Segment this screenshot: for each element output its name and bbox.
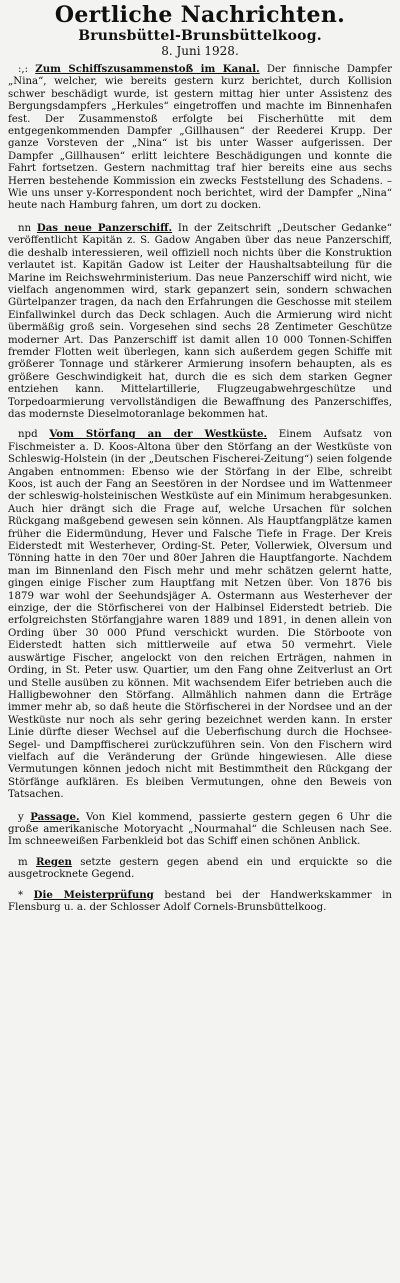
article-paragraph [8,811,392,849]
article-prefix: m [18,856,28,868]
article-body: Einem Aufsatz von Fischmeister a. D. Koos-Altona über den Störfang an der Westküste von Schleswig-Holstein (in der „Deutschen Fischerei-Zeitung“) seien folgende Angaben entnommen: Ebenso wie der Störfang in der Elbe, schreibt Koos, ist auch der Fang an Seestören in der Nordsee und im Wattenmeer der schleswig-holsteinischen Westküste auf ein Minimum herabgesunken. Auch hier drängt sich die Frage auf, welche Ursachen für solchen Rückgang maßgebend gewesen sein können. Als Hauptfangplätze kamen früher die Eidermündung, Hever und Falsche Tiefe in Frage. Der Kreis Eiderstedt mit Westerhever, Ording-St. Peter, Vollerwiek, Olversum und Tönning hatte in den 70er und 80er Jahren die Hauptfangorte. Nachdem man im Binnenland den Fisch mehr und mehr schätzen gelernt hatte, gingen einige Fischer zum Hauptfang mit Netzen über. Von 1876 bis 1879 war wohl der Seehundsjäger A. Ostermann aus Westerhever der einzige, der die Störfischerei von der Halbinsel Eiderstedt betrieb. Die erfolgreichsten Störfangjahre waren 1889 und 1891, in denen allein von Ording über 30 000 Pfund verschickt wurden. Die Störboote von Eiderstedt hatten sich mittlerweile auf etwa 50 vermehrt. Viele auswärtige Fischer, angelockt von den reichen Erträgen, nahmen in Ording, in St. Peter usw. Quartier, um den Fang ohne Zeitverlust an Ort und Stelle ausüben zu können. Mit wachsendem Eifer betrieben auch die Halligbewohner den Störfang. Allmählich nahmen dann die Erträge immer mehr ab, so daß heute die Störfischerei in der Nordsee und an der Westküste nur noch als sehr gering bezeichnet werden kann. In erster Linie dürfte dieser Wechsel auf die Ueberfischung durch die Hochsee-Segel- und Dampffischerei zurückzuführen sein. Von den Fischern wird vielfach auf die Veränderung der Gründe hingewiesen. Alle diese Vermutungen können jedoch nicht mit Bestimmtheit den Rückgang der Störfänge aufklären. Es bleiben Vermutungen, ohne den Beweis von Tatsachen. [8,429,392,801]
article-prefix: * [18,889,24,901]
article-ship-collision [8,63,392,213]
section-title: Oertliche Nachrichten. [54,2,346,28]
article-prefix: nn [18,222,32,234]
article-prefix: :,: [18,64,29,75]
article-paragraph [8,63,392,213]
article-paragraph [8,222,392,422]
article-headline: Vom Störfang an der Westküste. [49,428,268,441]
masthead [8,2,392,59]
dateline: 8. Juni 1928. [161,44,239,58]
article-paragraph [8,856,392,882]
article-stoerfang [8,428,392,801]
section-subtitle: Brunsbüttel-Brunsbüttelkoog. [78,28,322,44]
article-headline: Das neue Panzerschiff. [36,221,173,234]
article-prefix: y [18,811,24,823]
article-body: Der finnische Dampfer „Nina“, welcher, wie bereits gestern kurz berichtet, durch Kollision schwer beschädigt wurde, ist gestern mittag hier unter Assistenz des Bergungsdampfers „Herkules“ eingetroffen und machte im Binnenhafen fest. Der Zusammenstoß erfolgte bei Fischerhütte mit dem entgegenkommenden Dampfer „Gillhausen“ der Reederei Krupp. Der ganze Vorsteven der „Nina“ ist bis unter Wasser aufgerissen. Der Dampfer „Gillhausen“ erlitt leichtere Beschädigungen und konnte die Fahrt fortsetzen. Gestern nachmittag traf hier bereits eine aus sechs Herren bestehende Kommission ein zwecks Feststellung des Schadens. – Wie uns unser y-Korrespondent noch berichtet, wird der Dampfer „Nina“ heute nach Hamburg fahren, um dort zu docken. [8,64,392,212]
article-body: setzte gestern gegen abend ein und erquickte so die ausgetrocknete Gegend. [8,856,392,881]
article-body: In der Zeitschrift „Deutscher Gedanke“ veröffentlicht Kapitän z. S. Gadow Angaben über das neue Panzerschiff, die deshalb interessieren, weil offiziell noch nichts über die Konstruktion verlautet ist. Kapitän Gadow ist Leiter der Haushaltsabteilung für die Marine im Reichswehrministerium. Das neue Panzerschiff wird nicht, wie vielfach angenommen wird, stark gepanzert sein, sondern schwachen Gürtelpanzer tragen, da nach den Erfahrungen die Geschosse mit steilem Einfallwinkel durch das Deck schlagen. Auch die Armierung wird nicht übermäßig groß sein. Vorgesehen sind sechs 28 Zentimeter Geschütze moderner Art. Das Panzerschiff ist damit allen 10 000 Tonnen-Schiffen fremder Flotten weit überlegen, kann sich außerdem gegen Schiffe mit größerer Tonnage und stärkerer Armierung insofern behaupten, als es größere Geschwindigkeit hat, durch die es sich dem starken Gegner entziehen kann. Mittelartillerie, Flugzeugabwehrgeschütze und Torpedoarmierung vervollständigen die Bewaffnung des Panzerschiffes, das modernste Dieselmotoranlage bekommen hat. [8,222,392,420]
article-headline: Regen [35,855,72,868]
article-headline: Die Meisterprüfung [33,888,154,901]
article-prefix: npd [18,429,38,441]
article-regen [8,856,392,882]
article-body: Von Kiel kommend, passierte gestern gegen 6 Uhr die große amerikanische Motoryacht „Nourmahal“ die Schleusen nach See. Im schneeweißen Farbenkleid bot das Schiff einen schönen Anblick. [8,811,392,848]
article-headline: Passage. [30,810,80,823]
article-body: bestand bei der Handwerkskammer in Flensburg u. a. der Schlosser Adolf Cornels-Brunsbüttelkoog. [8,889,392,913]
article-headline: Zum Schiffszusammenstoß im Kanal. [35,63,260,75]
article-passage [8,811,392,849]
article-meisterpruefung [8,889,392,915]
article-panzerschiff [8,222,392,422]
article-paragraph [8,428,392,801]
article-paragraph [8,889,392,915]
